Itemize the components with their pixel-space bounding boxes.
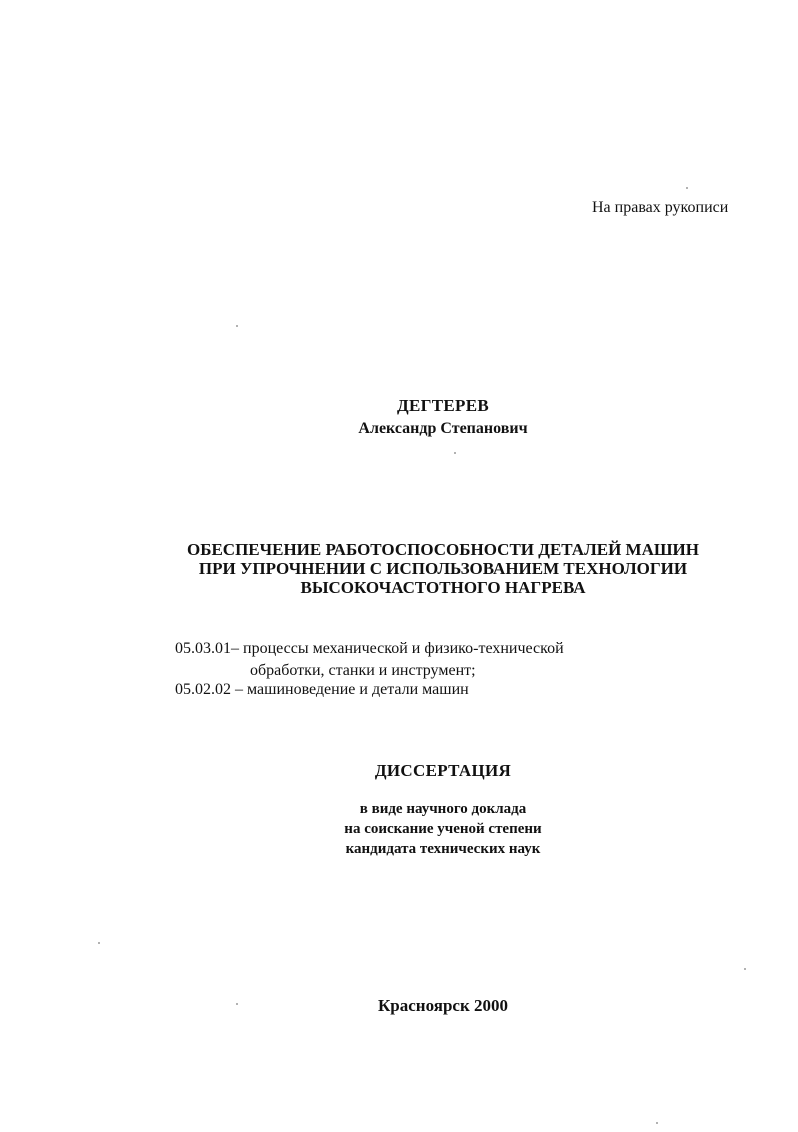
dissertation-title bbox=[0, 540, 798, 597]
city-year: Красноярск 2000 bbox=[377, 996, 509, 1015]
specialty-1-line-1: 05.03.01– процессы механической и физико-технической bbox=[175, 640, 564, 657]
degree-form-block bbox=[0, 799, 798, 859]
title-line: ВЫСОКОЧАСТОТНОГО НАГРЕВА bbox=[300, 578, 586, 597]
document-type-heading: ДИССЕРТАЦИЯ bbox=[374, 761, 512, 780]
manuscript-rights-note: На правах рукописи bbox=[592, 199, 729, 216]
degree-form-line: на соискание ученой степени bbox=[344, 821, 542, 837]
scan-speck bbox=[236, 1003, 238, 1005]
scan-speck bbox=[686, 187, 688, 189]
scan-speck bbox=[656, 1122, 658, 1124]
author-surname: ДЕГТЕРЕВ bbox=[397, 396, 489, 415]
title-line: ОБЕСПЕЧЕНИЕ РАБОТОСПОСОБНОСТИ ДЕТАЛЕЙ МАШИН bbox=[186, 540, 699, 559]
title-line: ПРИ УПРОЧНЕНИИ С ИСПОЛЬЗОВАНИЕМ ТЕХНОЛОГИИ bbox=[198, 559, 688, 578]
scan-speck bbox=[98, 942, 100, 944]
scan-speck bbox=[454, 452, 456, 454]
scan-speck bbox=[236, 325, 238, 327]
author-name: Александр Степанович bbox=[358, 420, 528, 437]
specialty-2: 05.02.02 – машиноведение и детали машин bbox=[175, 681, 469, 698]
scan-speck bbox=[744, 968, 746, 970]
specialty-1-line-2: обработки, станки и инструмент; bbox=[250, 662, 476, 679]
degree-form-line: в виде научного доклада bbox=[359, 801, 527, 817]
degree-form-line: кандидата технических наук bbox=[345, 841, 541, 857]
